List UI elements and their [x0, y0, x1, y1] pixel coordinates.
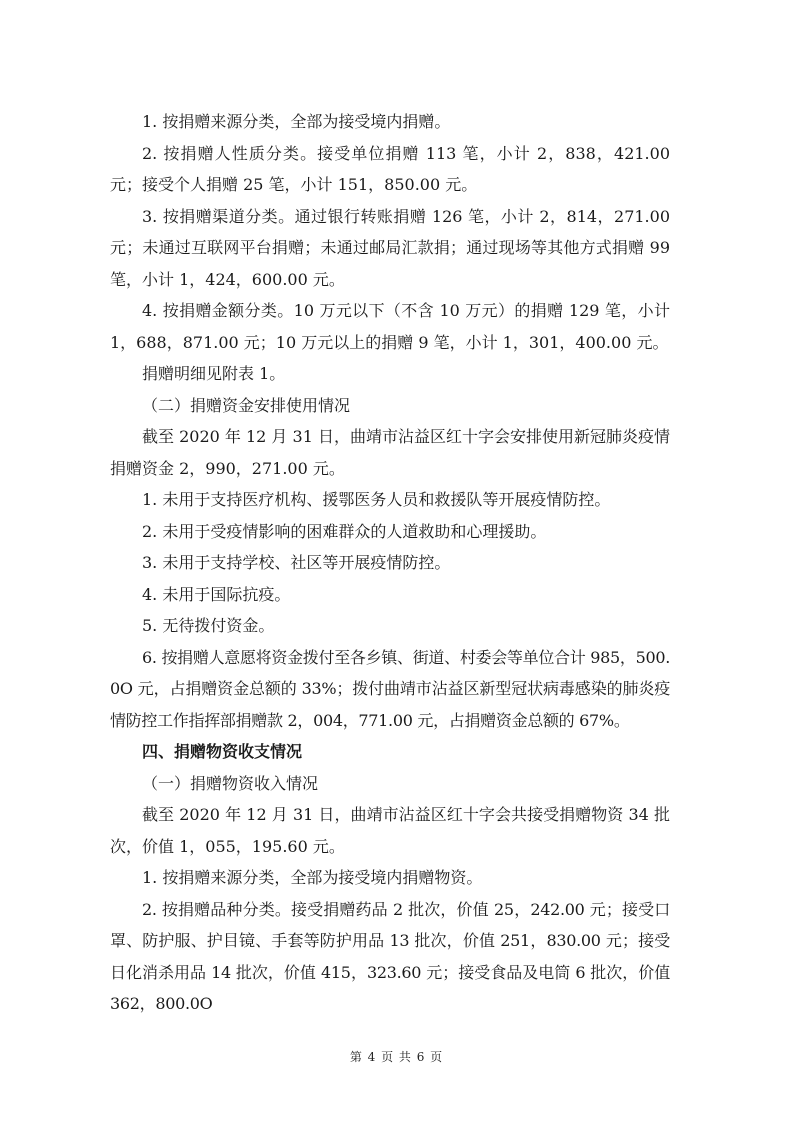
paragraph-source-category: 1. 按捐赠来源分类，全部为接受境内捐赠。 — [142, 112, 451, 131]
paragraph-usage-item-4: 4. 未用于国际抗疫。 — [142, 584, 291, 604]
paragraph-usage-item-1: 1. 未用于支持医疗机构、援鄂医务人员和救援队等开展疫情防控。 — [142, 490, 611, 509]
paragraph-materials-category: 2. 按捐赠品种分类。接受捐赠药品 2 批次，价值 25，242.00 元；接受口罩、防护服、护目镜、手套等防护用品 13 批次，价值 251，830.00 元；接受日化消杀用品 14 批次，价值 415，323.60 元；接受食品及电筒 6 批次，价值 362，800.0O — [110, 899, 670, 1013]
paragraph-usage-item-5: 5. 无待拨付资金。 — [142, 616, 275, 635]
section-heading-fund-usage: （二）捐赠资金安排使用情况 — [142, 395, 351, 415]
paragraph-usage-item-6: 6. 按捐赠人意愿将资金拨付至各乡镇、街道、村委会等单位合计 985，500.0O 元，占捐赠资金总额的 33%；拨付曲靖市沾益区新型冠状病毒感染的肺炎疫情防控工作指挥部捐赠款 2，004，771.00 元，占捐赠资金总额的 67%。 — [110, 647, 670, 730]
paragraph-fund-usage-summary: 截至 2020 年 12 月 31 日，曲靖市沾益区红十字会安排使用新冠肺炎疫情捐赠资金 2，990，271.00 元。 — [110, 427, 670, 478]
paragraph-donor-nature: 2. 按捐赠人性质分类。接受单位捐赠 113 笔，小计 2，838，421.00 元；接受个人捐赠 25 笔，小计 151，850.00 元。 — [110, 143, 670, 194]
paragraph-usage-item-2: 2. 未用于受疫情影响的困难群众的人道救助和心理援助。 — [142, 521, 547, 541]
paragraph-appendix-note: 捐赠明细见附表 1。 — [142, 364, 286, 383]
section-heading-materials-income: （一）捐赠物资收入情况 — [142, 773, 319, 793]
document-body — [110, 106, 670, 1020]
paragraph-donation-channel: 3. 按捐赠渠道分类。通过银行转账捐赠 126 笔，小计 2，814，271.00 元；未通过互联网平台捐赠；未通过邮局汇款捐；通过现场等其他方式捐赠 99 笔，小计 1，424，600.00 元。 — [110, 206, 670, 289]
paragraph-donation-amount: 4. 按捐赠金额分类。10 万元以下（不含 10 万元）的捐赠 129 笔，小计 1，688，871.00 元；10 万元以上的捐赠 9 笔，小计 1，301，400.00 元。 — [110, 301, 670, 352]
paragraph-materials-source: 1. 按捐赠来源分类，全部为接受境内捐赠物资。 — [142, 868, 483, 887]
paragraph-materials-summary: 截至 2020 年 12 月 31 日，曲靖市沾益区红十字会共接受捐赠物资 34 批次，价值 1，055，195.60 元。 — [110, 805, 670, 856]
page-footer: 第 4 页 共 6 页 — [349, 1050, 444, 1064]
section-heading-materials: 四、捐赠物资收支情况 — [142, 742, 303, 761]
paragraph-usage-item-3: 3. 未用于支持学校、社区等开展疫情防控。 — [142, 553, 451, 572]
